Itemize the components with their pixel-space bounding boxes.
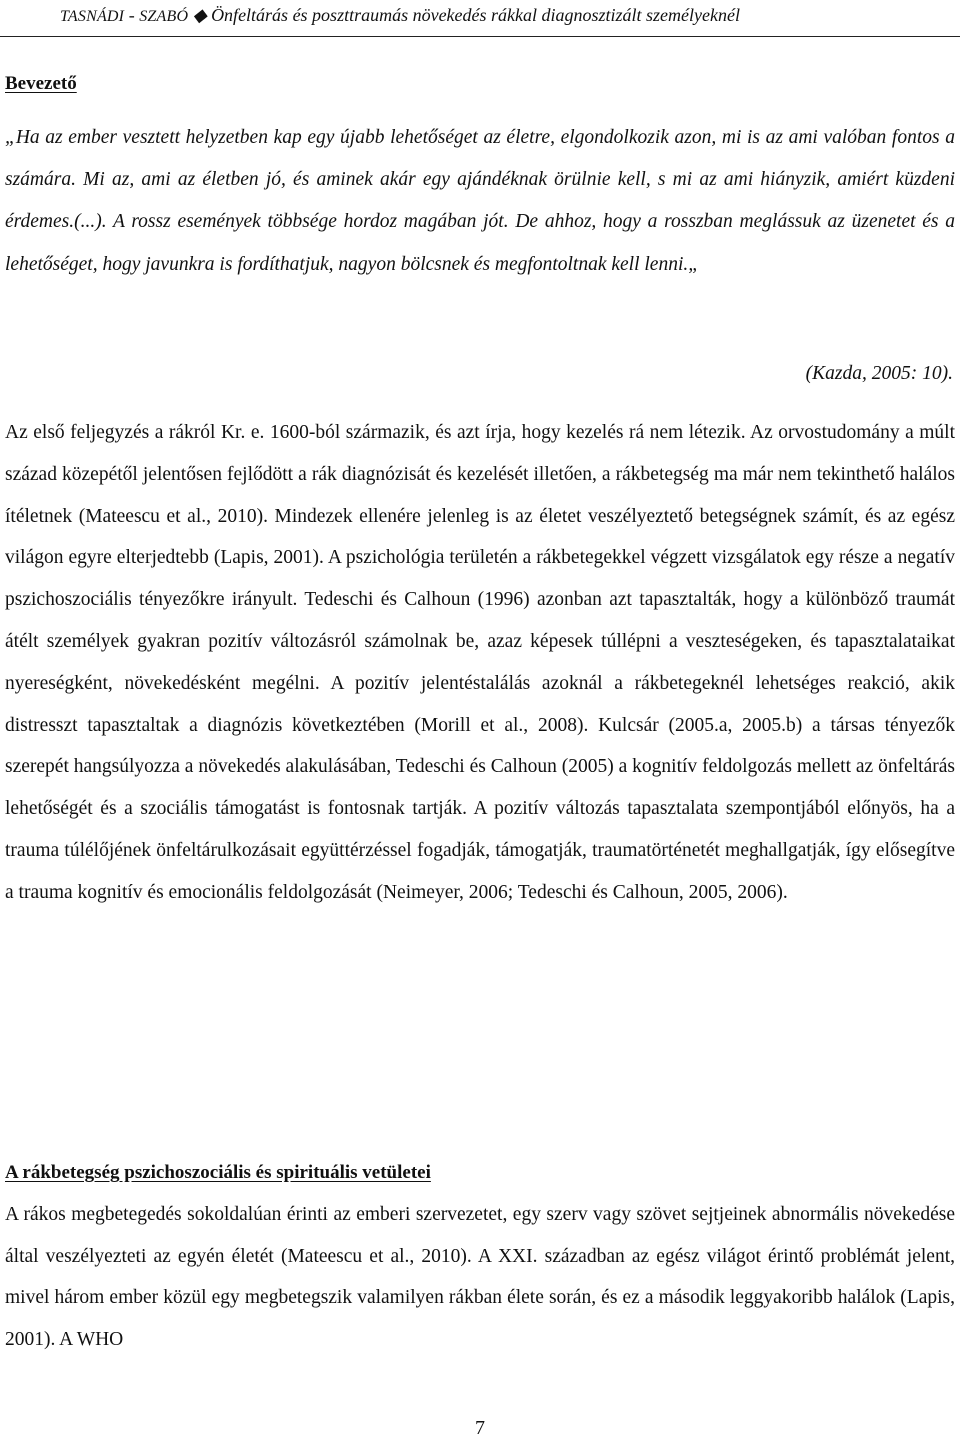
diamond-bullet-icon: ◆ [188,5,212,25]
header-separator: - [124,5,140,25]
page-number: 7 [475,1417,485,1439]
intro-paragraph: Az első feljegyzés a rákról Kr. e. 1600-ból származik, és azt írja, hogy kezelés rá nem létezik. Az orvostudomány a múlt század közepétől jelentősen fejlődött a rák diagnózisát és kezelését illetően, a rákbetegség ma már nem tekinthető halálos ítéletnek (Mateescu et al., 2010). Mindezek ellenére jelenleg is az életet veszélyeztető betegségnek számít, és az egész világon egyre elterjedtebb (Lapis, 2001). A pszichológia területén a rákbetegekkel végzett vizsgálatok egy része a negatív pszichoszociális tényezőkre irányult. Tedeschi és Calhoun (1996) azonban azt tapasztalták, hogy a különböző traumát átélt személyek gyakran pozitív változásról számolnak be, azaz képesek túllépni a veszteségeken, és tapasztalataikat nyereségként, növekedésként megélni. A pozitív jelentéstalálás azoknál a rákbetegeknél lehetséges reakció, akik distresszt tapasztaltak a diagnózis következtében (Morill et al., 2008). Kulcsár (2005.a, 2005.b) a társas tényezők szerepét hangsúlyozza a növekedés alakulásában, Tedeschi és Calhoun (2005) a kognitív feldolgozás mellett az önfeltárás lehetőségét és a szociális támogatást is fontosnak tartják. A pozitív változás tapasztalata szempontjából előnyös, ha a trauma túlélőjének önfeltárulkozásait együttérzéssel fogadják, támogatják, traumatörténetét meghallgatják, így elősegítve a trauma kognitív és emocionális feldolgozását (Neimeyer, 2006; Tedeschi és Calhoun, 2005, 2006). [5,422,955,903]
header-rule [0,36,960,37]
epigraph-citation: (Kazda, 2005: 10). [805,363,953,384]
section-heading-intro: Bevezető [5,73,77,94]
header-author-1: TASNÁDI [60,8,125,25]
psychosocial-paragraph: A rákos megbetegedés sokoldalúan érinti az emberi szervezetet, egy szerv vagy szövet sejtjeinek abnormális növekedése által veszélyezteti az egyén életét (Mateescu et al., 2010). A XXI. században az egész világot érintő problémát jelent, mivel három ember közül egy megbetegszik valamilyen rákban élete során, és ez a második leggyakoribb halálok (Lapis, 2001). A WHO [5,1204,955,1350]
header-title: Önfeltárás és poszttraumás növekedés rákkal diagnosztizált személyeknél [211,5,740,25]
header-author-2: SZABÓ [139,8,189,25]
epigraph-quote: „Ha az ember vesztett helyzetben kap egy újabb lehetőséget az életre, elgondolkozik azon, mi is az ami valóban fontos a számára. Mi az, ami az életben jó, és aminek akár egy ajándéknak örülnie kell, s mi az ami hiányzik, amiért küzdeni érdemes.(...). A rossz események többsége hordoz magában jót. De ahhoz, hogy a rosszban meglássuk az üzenetet és a lehetőséget, hogy javunkra is fordíthatjuk, nagyon bölcsnek és megfontoltnak kell lenni.„ [5,127,955,275]
running-header [60,3,960,29]
section-heading-psychosocial: A rákbetegség pszichoszociális és spirituális vetületei [5,1162,431,1183]
